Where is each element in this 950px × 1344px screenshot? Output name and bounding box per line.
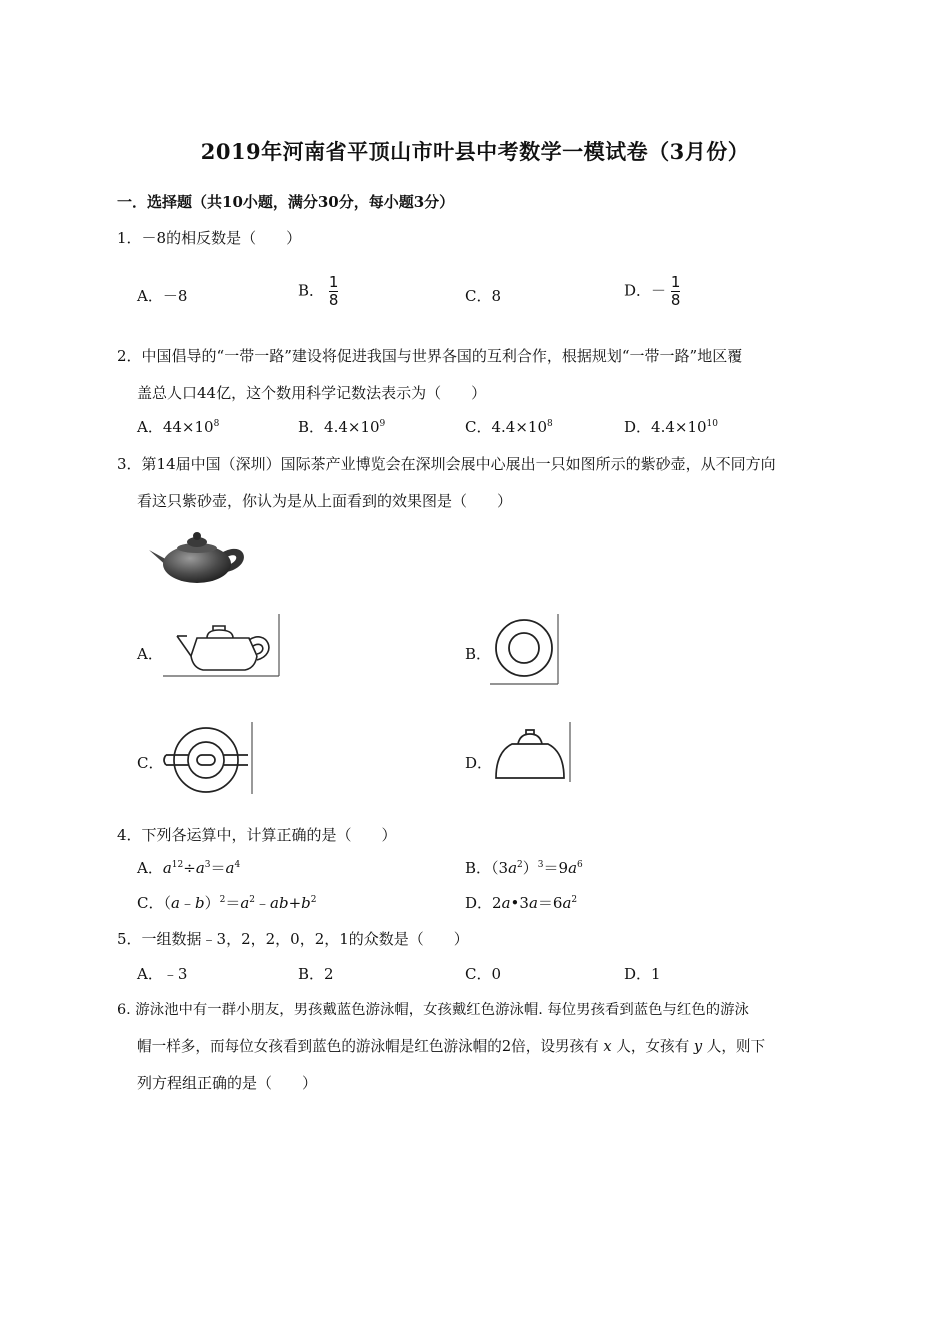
q4-stem: 4．下列各运算中，计算正确的是（ ） (117, 826, 397, 844)
page-title: 2019年河南省平顶山市叶县中考数学一模试卷（3月份） (200, 139, 750, 164)
q3-option-a[interactable]: A． (137, 645, 163, 663)
numerator: 1 (670, 273, 681, 291)
q2-stem-line1: 2．中国倡导的“一带一路”建设将促进我国与世界各国的互利合作，根据规划“一带一路”地区覆 (117, 347, 743, 365)
q1-option-c[interactable] (465, 285, 501, 306)
option-label: A． (137, 859, 163, 877)
operator: + (288, 894, 302, 912)
operator: ﹣ (179, 894, 195, 912)
q2-stem-line2: 盖总人口44亿，这个数用科学记数法表示为（ ） (137, 384, 487, 402)
q6-stem-line1: 6. 游泳池中有一群小朋友，男孩戴蓝色游泳帽，女孩戴红色游泳帽. 每位男孩看到蓝色与红色的游泳 (117, 1002, 749, 1018)
exponent: 2 (249, 895, 256, 905)
q3-option-b-figure[interactable] (490, 614, 560, 686)
option-base: 44×10 (162, 418, 214, 436)
q2-option-d[interactable] (624, 416, 718, 437)
option-label: D． (624, 965, 652, 983)
option-base: 4.4×10 (651, 418, 707, 436)
q3-option-c-figure[interactable] (160, 722, 254, 796)
q1-stem: 1．－8的相反数是（ ） (117, 229, 302, 247)
option-value: 0 (491, 965, 502, 983)
operator: ＝ (225, 894, 241, 912)
q3-option-d-figure[interactable] (490, 722, 574, 784)
option-value: ﹣3 (162, 965, 188, 983)
q3-option-c[interactable]: C． (137, 754, 164, 772)
exponent: 2 (571, 895, 578, 905)
exponent: 6 (577, 860, 583, 870)
variable: a (195, 859, 205, 877)
q4-option-c[interactable] (137, 892, 317, 913)
exponent: 2 (219, 895, 226, 905)
term: （ (163, 894, 171, 912)
option-exponent: 10 (706, 419, 718, 429)
option-label: C． (465, 418, 492, 436)
exponent: 4 (234, 860, 241, 870)
option-label: B． (298, 418, 325, 436)
option-value: 2 (324, 965, 334, 983)
q5-option-c[interactable] (465, 963, 501, 984)
option-value: 1 (651, 965, 661, 983)
section-heading: 一．选择题（共10小题，满分30分，每小题3分） (117, 193, 455, 211)
option-label: C． (465, 965, 492, 983)
variable: ab (270, 894, 289, 912)
q4-option-b[interactable] (465, 857, 583, 878)
q6-stem-line2 (137, 1035, 765, 1056)
variable: a (568, 859, 578, 877)
q5-option-d[interactable] (624, 963, 661, 984)
exponent: 3 (537, 860, 544, 870)
q2-option-a[interactable] (137, 416, 219, 437)
q4-option-a[interactable] (137, 857, 240, 878)
q3-stem-line1: 3．第14届中国（深圳）国际茶产业博览会在深圳会展中心展出一只如图所示的紫砂壶，从不同方向 (117, 455, 776, 473)
term: （3 (491, 859, 509, 877)
q5-stem: 5．一组数据﹣3，2，2，0，2，1的众数是（ ） (117, 930, 469, 948)
q5-option-a[interactable] (137, 963, 187, 984)
option-value: 8 (491, 287, 502, 305)
minus-sign: － (651, 281, 667, 300)
option-exponent: 8 (547, 419, 553, 429)
operator: ＝ (210, 859, 226, 877)
q3-stem-line2: 看这只紫砂壶，你认为是从上面看到的效果图是（ ） (137, 492, 513, 510)
q2-option-c[interactable] (465, 416, 553, 437)
operator: ﹣ (255, 894, 271, 912)
variable: a (225, 859, 235, 877)
option-label: D． (624, 418, 652, 436)
q3-option-b[interactable]: B． (465, 645, 492, 663)
option-value: －8 (162, 287, 188, 305)
option-label: D． (465, 894, 493, 912)
exponent: 2 (517, 860, 523, 870)
variable: a (240, 894, 250, 912)
option-label: C． (465, 287, 492, 305)
option-label: A． (137, 287, 163, 305)
teapot-photo (143, 522, 251, 586)
option-label: B． (298, 965, 325, 983)
option-label: C． (137, 894, 164, 912)
operator: ÷ (183, 859, 196, 877)
exponent: 3 (204, 860, 211, 870)
option-label: B． (298, 281, 325, 300)
variable: b (194, 894, 205, 912)
q5-option-b[interactable] (298, 963, 334, 984)
variable-y: y (693, 1038, 703, 1055)
exponent: 2 (310, 895, 317, 905)
option-label: B． (465, 859, 492, 877)
variable: a (528, 894, 538, 912)
q1-option-b[interactable] (298, 274, 338, 309)
denominator: 8 (670, 291, 681, 309)
exponent: 12 (171, 860, 184, 870)
q1-option-d[interactable] (624, 274, 680, 309)
fraction (329, 274, 339, 309)
variable-x: x (603, 1038, 612, 1055)
variable: a (162, 859, 172, 877)
option-label: A． (137, 965, 163, 983)
option-label: A． (137, 418, 163, 436)
variable: b (301, 894, 311, 912)
text: 人，女孩有 (616, 1038, 690, 1055)
text: 帽一样多，而每位女孩看到蓝色的游泳帽是红色游泳帽的2倍，设男孩有 (137, 1038, 599, 1055)
option-base: 4.4×10 (324, 418, 380, 436)
q2-option-b[interactable] (298, 416, 385, 437)
q6-stem-line3: 列方程组正确的是（ ） (137, 1074, 318, 1092)
operator: ＝9 (543, 859, 569, 877)
numerator: 1 (328, 273, 339, 291)
term: ） (204, 894, 220, 912)
q3-option-d[interactable]: D． (465, 754, 493, 772)
text: 人，则下 (706, 1038, 766, 1055)
q3-option-a-figure[interactable] (163, 614, 281, 678)
variable: a (501, 894, 511, 912)
operator: •3 (510, 894, 529, 912)
q4-option-d[interactable] (465, 892, 577, 913)
operator: ＝6 (537, 894, 563, 912)
option-base: 4.4×10 (491, 418, 547, 436)
denominator: 8 (328, 291, 339, 309)
term: ） (522, 859, 538, 877)
fraction (671, 274, 681, 309)
option-label: D． (624, 281, 652, 300)
variable: a (508, 859, 518, 877)
term: 2 (492, 894, 502, 912)
option-exponent: 8 (213, 419, 220, 429)
variable: a (562, 894, 572, 912)
option-exponent: 9 (379, 419, 386, 429)
variable: a (171, 894, 180, 912)
q1-option-a[interactable] (137, 285, 187, 306)
